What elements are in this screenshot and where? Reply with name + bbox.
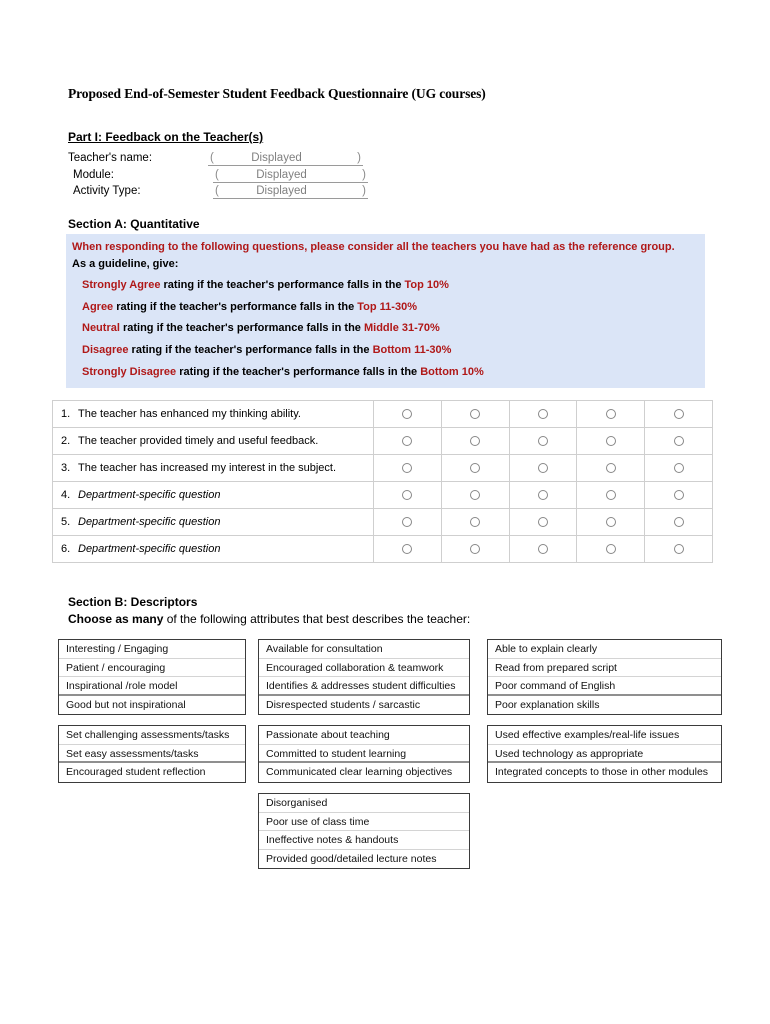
descriptor-group-col2-row3 bbox=[258, 793, 470, 869]
descriptor-option[interactable]: Encouraged collaboration & teamwork bbox=[259, 659, 469, 678]
rating-guideline-callout bbox=[66, 234, 705, 388]
field-value-activity-type[interactable] bbox=[213, 185, 368, 199]
question-text: Department-specific question bbox=[78, 543, 221, 555]
question-number: 2. bbox=[61, 435, 71, 447]
rating-option-5[interactable] bbox=[645, 455, 713, 482]
rating-option-2[interactable] bbox=[441, 509, 509, 536]
descriptor-option[interactable]: Disorganised bbox=[259, 794, 469, 813]
table-row bbox=[53, 428, 713, 455]
descriptor-group-col3-row1 bbox=[487, 639, 722, 715]
section-b-instruction bbox=[68, 612, 470, 626]
quantitative-rating-table bbox=[52, 400, 713, 563]
rating-option-2[interactable] bbox=[441, 455, 509, 482]
teacher-info-fields bbox=[68, 152, 408, 202]
rule-band-label: Bottom 11-30% bbox=[372, 343, 452, 356]
descriptor-option[interactable]: Used effective examples/real-life issues bbox=[488, 726, 721, 745]
rating-option-2[interactable] bbox=[441, 536, 509, 563]
instruction-emphasis: Choose as many bbox=[68, 612, 164, 626]
question-number: 4. bbox=[61, 489, 71, 501]
descriptor-option[interactable]: Encouraged student reflection bbox=[66, 766, 206, 779]
question-text: The teacher has enhanced my thinking ability. bbox=[78, 408, 301, 420]
rule-rating-label: Neutral bbox=[82, 322, 120, 335]
rating-option-5[interactable] bbox=[645, 401, 713, 428]
descriptor-option[interactable]: Used technology as appropriate bbox=[488, 745, 721, 764]
radio-icon[interactable] bbox=[538, 490, 548, 500]
close-paren: ) bbox=[362, 185, 366, 197]
rating-option-4[interactable] bbox=[577, 536, 645, 563]
field-placeholder-teacher-name: Displayed bbox=[251, 152, 302, 164]
rating-option-1[interactable] bbox=[374, 482, 442, 509]
radio-icon[interactable] bbox=[470, 544, 480, 554]
radio-icon[interactable] bbox=[674, 517, 684, 527]
descriptor-group-col2-row1 bbox=[258, 639, 470, 715]
question-number: 3. bbox=[61, 462, 71, 474]
descriptor-option[interactable]: Interesting / Engaging bbox=[59, 640, 245, 659]
rating-option-2[interactable] bbox=[441, 482, 509, 509]
rating-option-3[interactable] bbox=[509, 536, 577, 563]
rule-middle-text: rating if the teacher's performance falls in the bbox=[160, 279, 405, 292]
field-label-module: Module: bbox=[73, 168, 114, 181]
page-title: Proposed End-of-Semester Student Feedback Questionnaire (UG courses) bbox=[68, 86, 486, 101]
radio-icon[interactable] bbox=[538, 517, 548, 527]
radio-icon[interactable] bbox=[606, 490, 616, 500]
descriptor-option[interactable]: Poor command of English bbox=[488, 677, 721, 696]
radio-icon[interactable] bbox=[402, 436, 412, 446]
radio-icon[interactable] bbox=[538, 463, 548, 473]
descriptor-option[interactable]: Available for consultation bbox=[259, 640, 469, 659]
question-cell bbox=[53, 428, 374, 455]
radio-icon[interactable] bbox=[402, 517, 412, 527]
rating-option-3[interactable] bbox=[509, 401, 577, 428]
descriptor-group-col1-row1 bbox=[58, 639, 246, 715]
descriptor-option[interactable]: Poor explanation skills bbox=[495, 698, 600, 711]
part-1-heading: Part I: Feedback on the Teacher(s) bbox=[68, 130, 264, 144]
descriptor-option[interactable]: Passionate about teaching bbox=[259, 726, 469, 745]
radio-icon[interactable] bbox=[402, 463, 412, 473]
rule-middle-text: rating if the teacher's performance falls in the bbox=[128, 343, 373, 356]
radio-icon[interactable] bbox=[470, 409, 480, 419]
rating-option-4[interactable] bbox=[577, 482, 645, 509]
question-cell bbox=[53, 509, 374, 536]
rule-band-label: Middle 31-70% bbox=[363, 322, 440, 335]
descriptor-group-col1-row2 bbox=[58, 725, 246, 783]
descriptor-option[interactable]: Disrespected students / sarcastic bbox=[266, 698, 421, 711]
field-label-activity-type: Activity Type: bbox=[73, 185, 141, 197]
open-paren: ( bbox=[215, 168, 219, 181]
rating-option-1[interactable] bbox=[374, 536, 442, 563]
descriptor-option[interactable]: Ineffective notes & handouts bbox=[259, 831, 469, 850]
question-text: The teacher provided timely and useful feedback. bbox=[78, 435, 319, 447]
rating-option-1[interactable] bbox=[374, 455, 442, 482]
field-row-teacher-name bbox=[68, 152, 408, 169]
radio-icon[interactable] bbox=[402, 544, 412, 554]
radio-icon[interactable] bbox=[470, 490, 480, 500]
radio-icon[interactable] bbox=[606, 517, 616, 527]
rating-option-1[interactable] bbox=[374, 428, 442, 455]
descriptor-option[interactable]: Set challenging assessments/tasks bbox=[59, 726, 245, 745]
rating-option-1[interactable] bbox=[374, 401, 442, 428]
descriptor-group-col2-row2 bbox=[258, 725, 470, 783]
rule-middle-text: rating if the teacher's performance falls in the bbox=[113, 300, 358, 313]
descriptor-option[interactable]: Inspirational /role model bbox=[59, 677, 245, 696]
callout-rule bbox=[70, 343, 701, 359]
rating-option-5[interactable] bbox=[645, 536, 713, 563]
rating-option-4[interactable] bbox=[577, 509, 645, 536]
radio-icon[interactable] bbox=[538, 436, 548, 446]
callout-guideline-text: As a guideline, give: bbox=[72, 257, 179, 270]
callout-rule bbox=[70, 300, 701, 316]
rating-option-5[interactable] bbox=[645, 428, 713, 455]
field-label-teacher-name: Teacher's name: bbox=[68, 152, 153, 164]
descriptor-option[interactable]: Able to explain clearly bbox=[488, 640, 721, 659]
question-cell bbox=[53, 401, 374, 428]
descriptor-option[interactable]: Communicated clear learning objectives bbox=[266, 766, 453, 779]
radio-icon[interactable] bbox=[606, 436, 616, 446]
rule-band-label: Top 11-30% bbox=[357, 300, 417, 313]
rule-rating-label: Strongly Disagree bbox=[82, 365, 177, 378]
rule-rating-label: Strongly Agree bbox=[82, 279, 161, 292]
field-row-activity-type bbox=[68, 185, 408, 202]
table-row bbox=[53, 509, 713, 536]
field-value-teacher-name[interactable] bbox=[208, 152, 363, 166]
table-row bbox=[53, 401, 713, 428]
rating-option-5[interactable] bbox=[645, 482, 713, 509]
radio-icon[interactable] bbox=[606, 463, 616, 473]
descriptor-option[interactable]: Set easy assessments/tasks bbox=[59, 745, 245, 764]
rule-band-label: Top 10% bbox=[404, 279, 449, 292]
close-paren: ) bbox=[362, 168, 366, 181]
field-placeholder-activity-type: Displayed bbox=[256, 185, 307, 197]
callout-intro-text: When responding to the following questions, please consider all the teachers you have had as the reference group. bbox=[72, 241, 675, 253]
rating-option-3[interactable] bbox=[509, 455, 577, 482]
rating-option-3[interactable] bbox=[509, 509, 577, 536]
question-number: 5. bbox=[61, 516, 71, 528]
descriptor-option[interactable]: Provided good/detailed lecture notes bbox=[266, 852, 437, 865]
rating-option-3[interactable] bbox=[509, 482, 577, 509]
rule-middle-text: rating if the teacher's performance falls in the bbox=[119, 322, 364, 335]
radio-icon[interactable] bbox=[402, 490, 412, 500]
instruction-rest: of the following attributes that best describes the teacher: bbox=[163, 612, 471, 626]
question-cell bbox=[53, 536, 374, 563]
table-row bbox=[53, 536, 713, 563]
section-a-heading: Section A: Quantitative bbox=[68, 217, 200, 231]
rule-band-label: Bottom 10% bbox=[420, 365, 484, 378]
descriptor-option[interactable]: Integrated concepts to those in other modules bbox=[495, 766, 709, 779]
radio-icon[interactable] bbox=[402, 409, 412, 419]
table-row bbox=[53, 482, 713, 509]
question-number: 1. bbox=[61, 408, 71, 420]
radio-icon[interactable] bbox=[470, 436, 480, 446]
rating-option-4[interactable] bbox=[577, 428, 645, 455]
rating-option-5[interactable] bbox=[645, 509, 713, 536]
table-row bbox=[53, 455, 713, 482]
radio-icon[interactable] bbox=[538, 544, 548, 554]
radio-icon[interactable] bbox=[674, 544, 684, 554]
radio-icon[interactable] bbox=[674, 436, 684, 446]
question-text: The teacher has increased my interest in the subject. bbox=[78, 462, 337, 474]
descriptor-option[interactable]: Poor use of class time bbox=[259, 813, 469, 832]
rating-option-1[interactable] bbox=[374, 509, 442, 536]
rating-option-4[interactable] bbox=[577, 401, 645, 428]
descriptor-option[interactable]: Good but not inspirational bbox=[66, 698, 186, 711]
field-row-module bbox=[68, 169, 408, 186]
radio-icon[interactable] bbox=[538, 409, 548, 419]
radio-icon[interactable] bbox=[674, 490, 684, 500]
rating-option-2[interactable] bbox=[441, 428, 509, 455]
field-placeholder-module: Displayed bbox=[256, 168, 307, 181]
descriptor-option[interactable]: Read from prepared script bbox=[488, 659, 721, 678]
open-paren: ( bbox=[210, 152, 214, 164]
descriptor-option[interactable]: Committed to student learning bbox=[259, 745, 469, 764]
open-paren: ( bbox=[215, 185, 219, 197]
question-number: 6. bbox=[61, 543, 71, 555]
question-text: Department-specific question bbox=[78, 489, 221, 501]
rule-rating-label: Agree bbox=[82, 300, 114, 313]
radio-icon[interactable] bbox=[606, 409, 616, 419]
callout-rule bbox=[70, 278, 701, 294]
descriptor-group-col3-row2 bbox=[487, 725, 722, 783]
callout-rule bbox=[70, 365, 701, 381]
question-text: Department-specific question bbox=[78, 516, 221, 528]
rating-option-3[interactable] bbox=[509, 428, 577, 455]
radio-icon[interactable] bbox=[470, 463, 480, 473]
rating-option-4[interactable] bbox=[577, 455, 645, 482]
radio-icon[interactable] bbox=[606, 544, 616, 554]
rating-option-2[interactable] bbox=[441, 401, 509, 428]
field-value-module[interactable] bbox=[213, 169, 368, 183]
radio-icon[interactable] bbox=[674, 463, 684, 473]
rule-rating-label: Disagree bbox=[82, 343, 129, 356]
question-cell bbox=[53, 455, 374, 482]
radio-icon[interactable] bbox=[470, 517, 480, 527]
radio-icon[interactable] bbox=[674, 409, 684, 419]
rule-middle-text: rating if the teacher's performance falls in the bbox=[176, 365, 421, 378]
question-cell bbox=[53, 482, 374, 509]
callout-rule bbox=[70, 321, 701, 337]
descriptor-option[interactable]: Identifies & addresses student difficulties bbox=[259, 677, 469, 696]
close-paren: ) bbox=[357, 152, 361, 164]
section-b-heading: Section B: Descriptors bbox=[68, 595, 198, 609]
descriptor-option[interactable]: Patient / encouraging bbox=[59, 659, 245, 678]
